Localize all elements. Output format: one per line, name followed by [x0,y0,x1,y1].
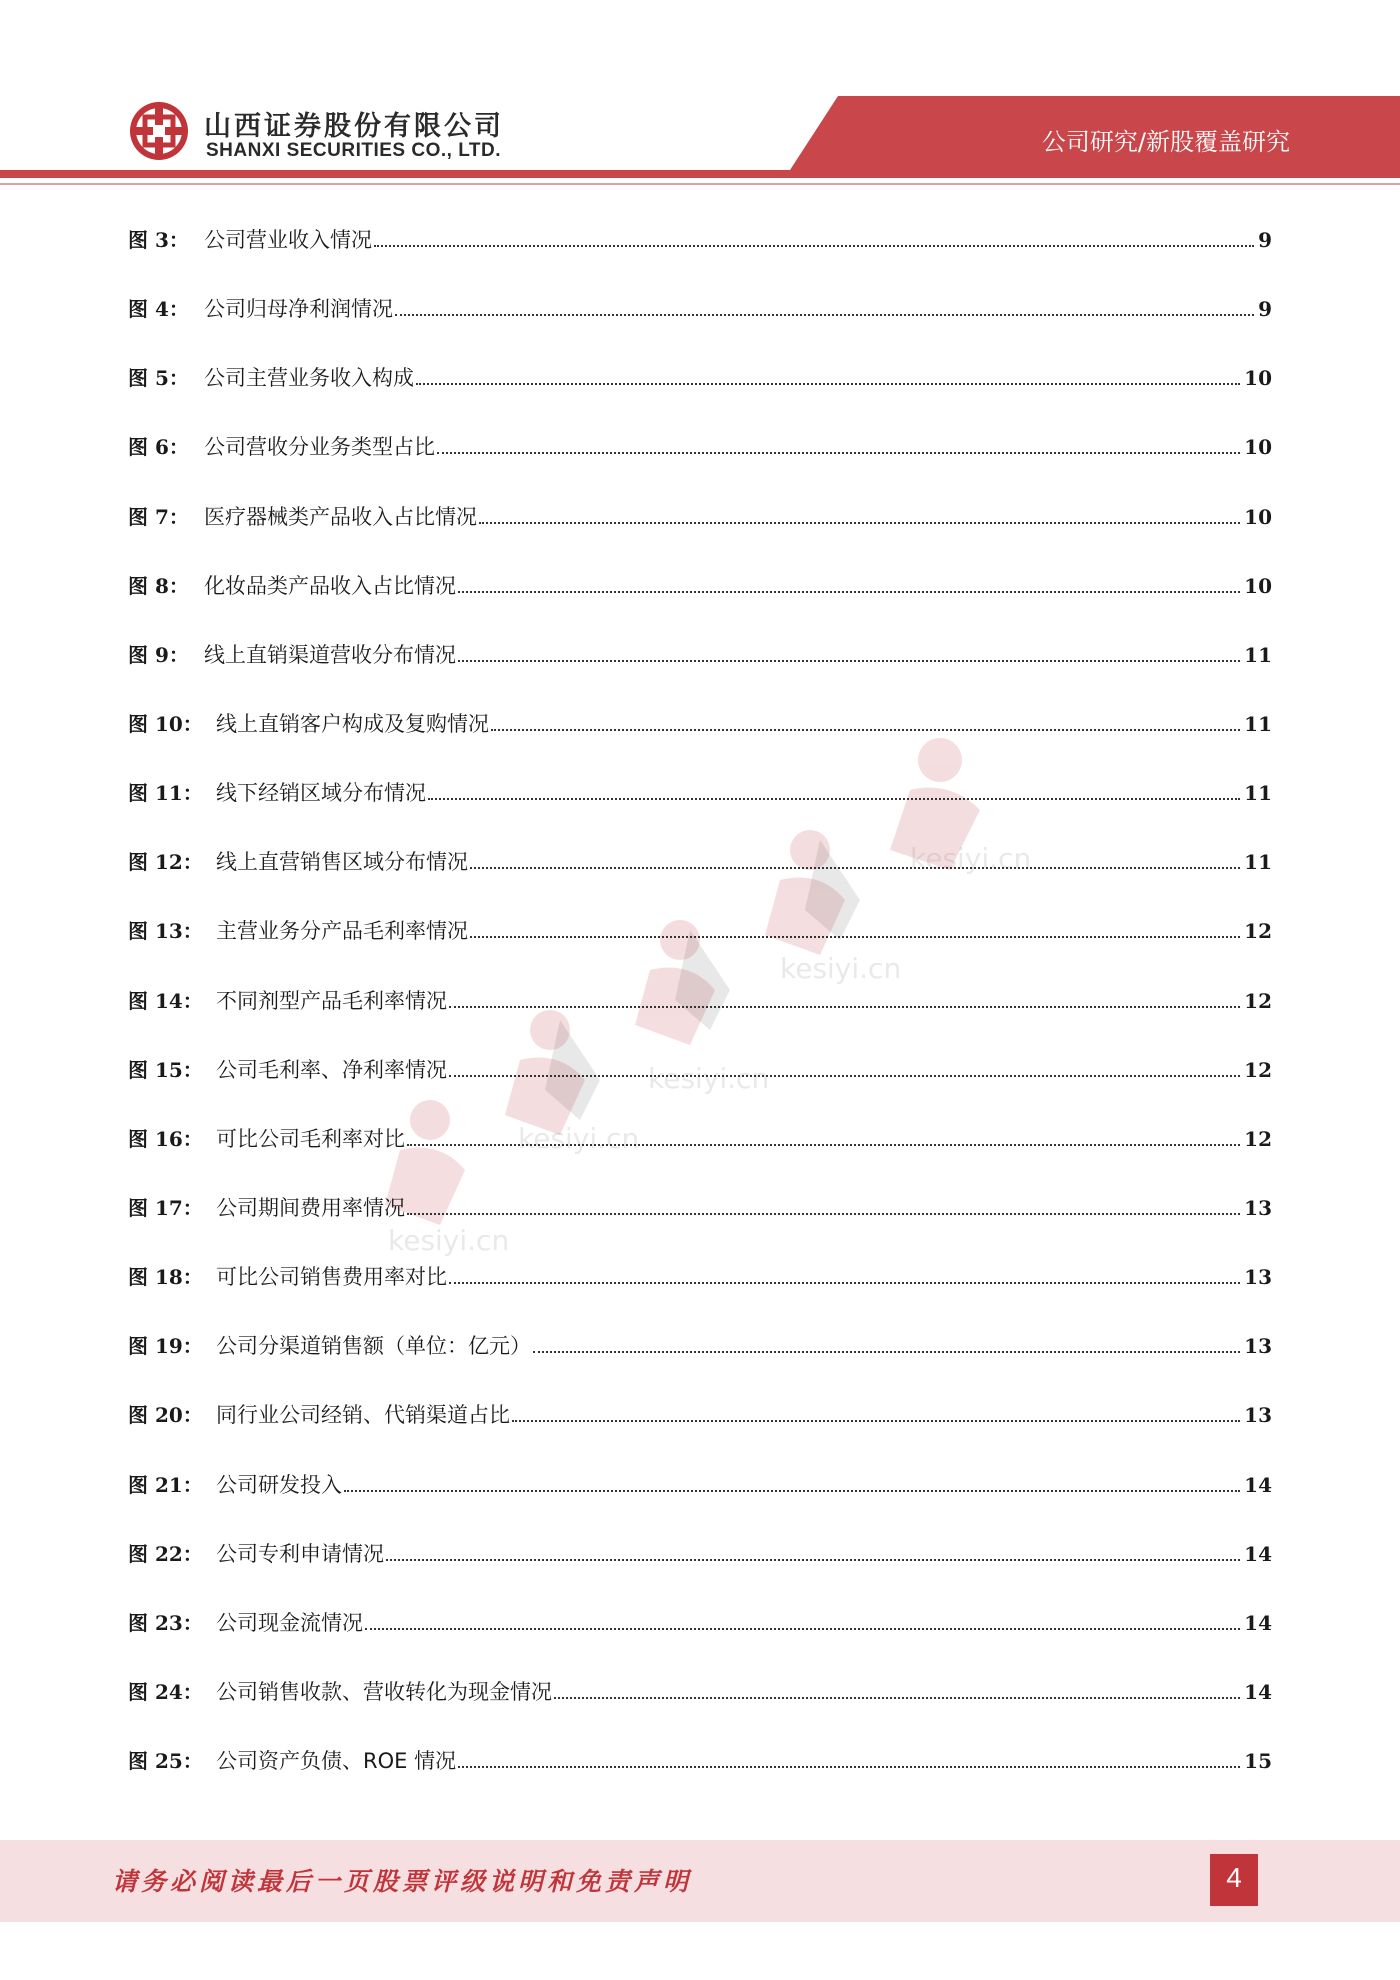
toc-entry[interactable] [128,364,1272,392]
company-logo-icon [128,100,190,162]
toc-figure-number: 图 18： [128,1265,203,1290]
toc-leader-dots [395,314,1254,316]
toc-row [128,1540,1272,1609]
toc-figure-number: 图 14： [128,988,203,1013]
toc-page-number: 10 [1244,504,1272,529]
toc-figure-title: 医疗器械类产品收入占比情况 [204,504,477,529]
toc-row [128,1194,1272,1263]
toc-figure-number: 图 17： [128,1195,203,1220]
disclaimer-text: 请务必阅读最后一页股票评级说明和免责声明 [112,1867,693,1896]
toc-figure-number: 图 8： [128,573,189,598]
page-number-box [1210,1854,1258,1906]
watermark-text: kesiyi.cn [518,1122,640,1155]
toc-page-number: 14 [1244,1610,1272,1635]
toc-row [128,1401,1272,1470]
watermark-text: kesiyi.cn [910,842,1032,875]
toc-leader-dots [449,1282,1240,1284]
toc-entry[interactable] [128,1471,1272,1499]
toc-figure-title: 可比公司毛利率对比 [216,1126,405,1151]
toc-leader-dots [386,1559,1240,1561]
toc-figure-title: 主营业务分产品毛利率情况 [216,919,468,944]
figure-list [128,226,1272,1816]
toc-leader-dots [479,522,1240,524]
toc-page-number: 13 [1244,1265,1272,1290]
toc-leader-dots [458,660,1240,662]
toc-figure-title: 线上直销客户构成及复购情况 [216,711,489,736]
toc-figure-number: 图 6： [128,435,189,460]
toc-leader-dots [491,729,1240,731]
toc-figure-number: 图 25： [128,1749,203,1774]
toc-figure-number: 图 13： [128,919,203,944]
toc-figure-title: 公司资产负债、ROE 情况 [216,1749,457,1774]
watermark-text: kesiyi.cn [780,952,902,985]
toc-page-number: 12 [1244,988,1272,1013]
toc-page-number: 11 [1244,642,1272,667]
toc-row [128,1471,1272,1540]
toc-leader-dots [437,452,1240,454]
toc-figure-number: 图 20： [128,1403,203,1428]
toc-page-number: 14 [1244,1679,1272,1704]
toc-leader-dots [407,1144,1240,1146]
toc-row [128,503,1272,572]
toc-figure-title: 公司分渠道销售额（单位：亿元） [216,1334,531,1359]
toc-entry[interactable] [128,641,1272,669]
page-number: 4 [1226,1862,1242,1893]
toc-page-number: 14 [1244,1472,1272,1497]
toc-row [128,710,1272,779]
toc-figure-number: 图 22： [128,1541,203,1566]
toc-entry[interactable] [128,1263,1272,1291]
toc-figure-title: 可比公司销售费用率对比 [216,1265,447,1290]
toc-row [128,1056,1272,1125]
toc-row [128,1678,1272,1747]
toc-leader-dots [344,1490,1240,1492]
toc-leader-dots [449,1075,1240,1077]
toc-page-number: 12 [1244,1126,1272,1151]
toc-figure-number: 图 23： [128,1610,203,1635]
toc-entry[interactable] [128,572,1272,600]
toc-figure-title: 公司专利申请情况 [216,1541,384,1566]
toc-row [128,641,1272,710]
toc-figure-number: 图 19： [128,1334,203,1359]
toc-leader-dots [365,1628,1240,1630]
toc-row [128,433,1272,502]
toc-figure-title: 公司毛利率、净利率情况 [216,1057,447,1082]
toc-page-number: 9 [1258,297,1272,322]
toc-entry[interactable] [128,1332,1272,1360]
toc-entry[interactable] [128,987,1272,1015]
toc-entry[interactable] [128,1609,1272,1637]
toc-page-number: 11 [1244,850,1272,875]
toc-row [128,1263,1272,1332]
toc-page-number: 12 [1244,919,1272,944]
toc-figure-number: 图 24： [128,1679,203,1704]
toc-page-number: 10 [1244,366,1272,391]
toc-page-number: 10 [1244,435,1272,460]
toc-entry[interactable] [128,1056,1272,1084]
toc-figure-number: 图 12： [128,850,203,875]
toc-figure-title: 化妆品类产品收入占比情况 [204,573,456,598]
toc-figure-title: 公司研发投入 [216,1472,342,1497]
toc-row [128,848,1272,917]
company-name-en: SHANXI SECURITIES CO., LTD. [206,140,502,161]
toc-figure-number: 图 15： [128,1057,203,1082]
toc-figure-number: 图 9： [128,642,189,667]
toc-leader-dots [470,867,1240,869]
toc-figure-title: 线下经销区域分布情况 [216,781,426,806]
toc-row [128,779,1272,848]
toc-page-number: 14 [1244,1541,1272,1566]
toc-row [128,295,1272,364]
toc-figure-title: 公司归母净利润情况 [204,297,393,322]
toc-figure-title: 同行业公司经销、代销渠道占比 [216,1403,510,1428]
toc-entry[interactable] [128,1747,1272,1775]
toc-leader-dots [554,1697,1240,1699]
toc-page-number: 12 [1244,1057,1272,1082]
toc-leader-dots [428,798,1240,800]
toc-page-number: 13 [1244,1334,1272,1359]
toc-row [128,364,1272,433]
toc-row [128,226,1272,295]
toc-page-number: 11 [1244,711,1272,736]
toc-entry[interactable] [128,779,1272,807]
toc-figure-title: 公司现金流情况 [216,1610,363,1635]
toc-figure-number: 图 10： [128,711,203,736]
toc-leader-dots [407,1213,1240,1215]
toc-figure-title: 公司期间费用率情况 [216,1195,405,1220]
toc-leader-dots [458,1766,1240,1768]
toc-figure-title: 线上直营销售区域分布情况 [216,850,468,875]
toc-row [128,987,1272,1056]
toc-entry[interactable] [128,295,1272,323]
toc-row [128,1125,1272,1194]
toc-entry[interactable] [128,1194,1272,1222]
toc-figure-number: 图 16： [128,1126,203,1151]
toc-entry[interactable] [128,1540,1272,1568]
toc-row [128,1609,1272,1678]
toc-page-number: 15 [1244,1749,1272,1774]
toc-figure-title: 公司主营业务收入构成 [204,366,414,391]
toc-row [128,1332,1272,1401]
toc-entry[interactable] [128,848,1272,876]
toc-entry[interactable] [128,917,1272,945]
page-footer [0,1840,1400,1922]
toc-leader-dots [533,1351,1240,1353]
toc-leader-dots [374,245,1254,247]
toc-leader-dots [470,936,1240,938]
toc-page-number: 10 [1244,573,1272,598]
toc-figure-number: 图 3： [128,228,189,252]
toc-entry[interactable] [128,226,1272,254]
watermark-text: kesiyi.cn [388,1224,510,1257]
toc-leader-dots [458,591,1240,593]
toc-figure-number: 图 21： [128,1472,203,1497]
toc-figure-title: 公司营业收入情况 [204,228,372,252]
toc-page-number: 11 [1244,781,1272,806]
toc-figure-number: 图 7： [128,504,189,529]
toc-entry[interactable] [128,503,1272,531]
toc-entry[interactable] [128,710,1272,738]
toc-leader-dots [512,1420,1240,1422]
toc-row [128,917,1272,986]
toc-page-number: 13 [1244,1195,1272,1220]
company-name-cn: 山西证券股份有限公司 [204,111,504,142]
toc-figure-title: 公司销售收款、营收转化为现金情况 [216,1679,552,1704]
toc-leader-dots [449,1006,1240,1008]
toc-page-number: 13 [1244,1403,1272,1428]
toc-row [128,572,1272,641]
toc-entry[interactable] [128,1125,1272,1153]
toc-figure-number: 图 11： [128,781,203,806]
page-header [0,0,1400,190]
section-label: 公司研究/新股覆盖研究 [1041,128,1290,156]
toc-entry[interactable] [128,1401,1272,1429]
toc-leader-dots [416,383,1240,385]
toc-figure-title: 公司营收分业务类型占比 [204,435,435,460]
toc-page-number: 9 [1258,228,1272,252]
toc-figure-title: 线上直销渠道营收分布情况 [204,642,456,667]
watermark-text: kesiyi.cn [648,1062,770,1095]
toc-entry[interactable] [128,433,1272,461]
toc-figure-number: 图 5： [128,366,189,391]
toc-row [128,1747,1272,1816]
toc-entry[interactable] [128,1678,1272,1706]
toc-figure-number: 图 4： [128,297,189,322]
toc-figure-title: 不同剂型产品毛利率情况 [216,988,447,1013]
